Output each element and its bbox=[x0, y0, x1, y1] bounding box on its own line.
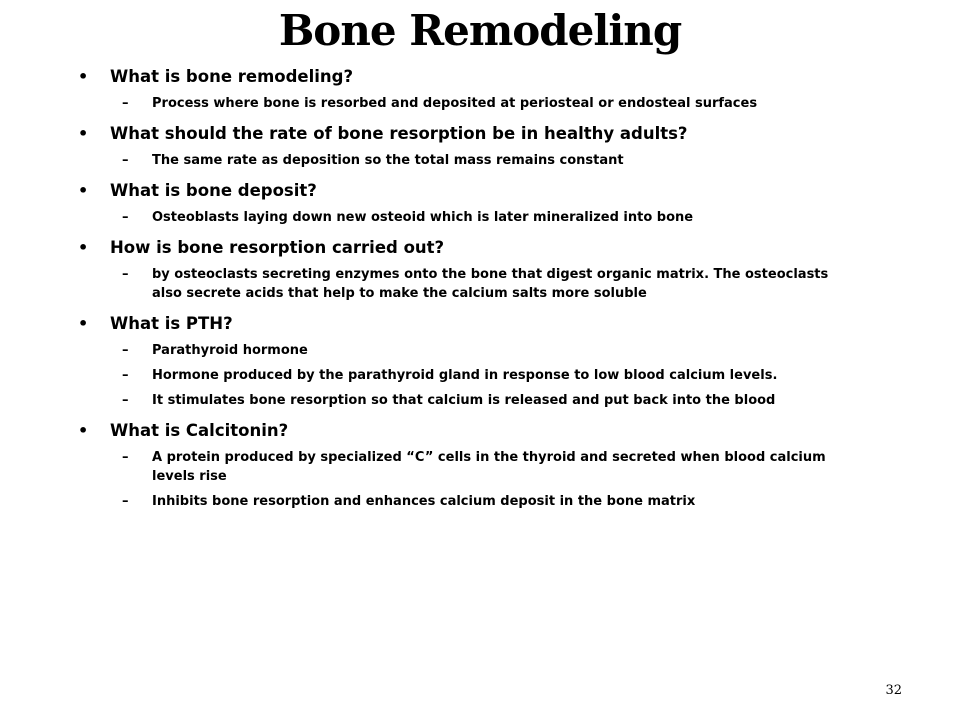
question-item bbox=[78, 66, 848, 88]
answer-text: Parathyroid hormone bbox=[152, 343, 308, 358]
answer-item bbox=[78, 265, 848, 303]
bullet-icon: • bbox=[78, 181, 89, 200]
dash-icon: – bbox=[122, 153, 129, 168]
bullet-icon: • bbox=[78, 314, 89, 333]
slide-content bbox=[78, 66, 848, 511]
answer-text: Hormone produced by the parathyroid gland in response to low blood calcium levels. bbox=[152, 368, 778, 383]
page-number: 32 bbox=[885, 683, 902, 698]
question-item bbox=[78, 313, 848, 335]
answer-text: A protein produced by specialized “C” cells in the thyroid and secreted when blood calcium levels rise bbox=[152, 450, 826, 484]
answer-text: Process where bone is resorbed and deposited at periosteal or endosteal surfaces bbox=[152, 96, 758, 111]
answer-text: Osteoblasts laying down new osteoid which is later mineralized into bone bbox=[152, 210, 694, 225]
question-text: What is PTH? bbox=[110, 314, 233, 333]
dash-icon: – bbox=[122, 343, 129, 358]
question-item bbox=[78, 420, 848, 442]
dash-icon: – bbox=[122, 393, 129, 408]
answer-item bbox=[78, 366, 848, 385]
question-item bbox=[78, 123, 848, 145]
question-item bbox=[78, 180, 848, 202]
bullet-icon: • bbox=[78, 124, 89, 143]
question-text: What is Calcitonin? bbox=[110, 421, 289, 440]
question-text: How is bone resorption carried out? bbox=[110, 238, 445, 257]
dash-icon: – bbox=[122, 450, 129, 465]
question-item bbox=[78, 237, 848, 259]
question-text: What should the rate of bone resorption be in healthy adults? bbox=[110, 124, 688, 143]
answer-text: The same rate as deposition so the total mass remains constant bbox=[152, 153, 624, 168]
question-text: What is bone remodeling? bbox=[110, 67, 354, 86]
bullet-icon: • bbox=[78, 238, 89, 257]
answer-text: by osteoclasts secreting enzymes onto the bone that digest organic matrix. The osteoclasts also secrete acids that help to make the calcium salts more soluble bbox=[152, 267, 829, 301]
dash-icon: – bbox=[122, 494, 129, 509]
answer-item bbox=[78, 208, 848, 227]
answer-item bbox=[78, 151, 848, 170]
dash-icon: – bbox=[122, 267, 129, 282]
answer-item bbox=[78, 391, 848, 410]
answer-item bbox=[78, 448, 848, 486]
question-text: What is bone deposit? bbox=[110, 181, 317, 200]
dash-icon: – bbox=[122, 96, 129, 111]
answer-item bbox=[78, 341, 848, 360]
dash-icon: – bbox=[122, 210, 129, 225]
answer-text: It stimulates bone resorption so that calcium is released and put back into the blood bbox=[152, 393, 776, 408]
answer-item bbox=[78, 94, 848, 113]
bullet-icon: • bbox=[78, 421, 89, 440]
dash-icon: – bbox=[122, 368, 129, 383]
bullet-icon: • bbox=[78, 67, 89, 86]
slide-title: Bone Remodeling bbox=[278, 6, 682, 55]
answer-item bbox=[78, 492, 848, 511]
answer-text: Inhibits bone resorption and enhances calcium deposit in the bone matrix bbox=[152, 494, 696, 509]
